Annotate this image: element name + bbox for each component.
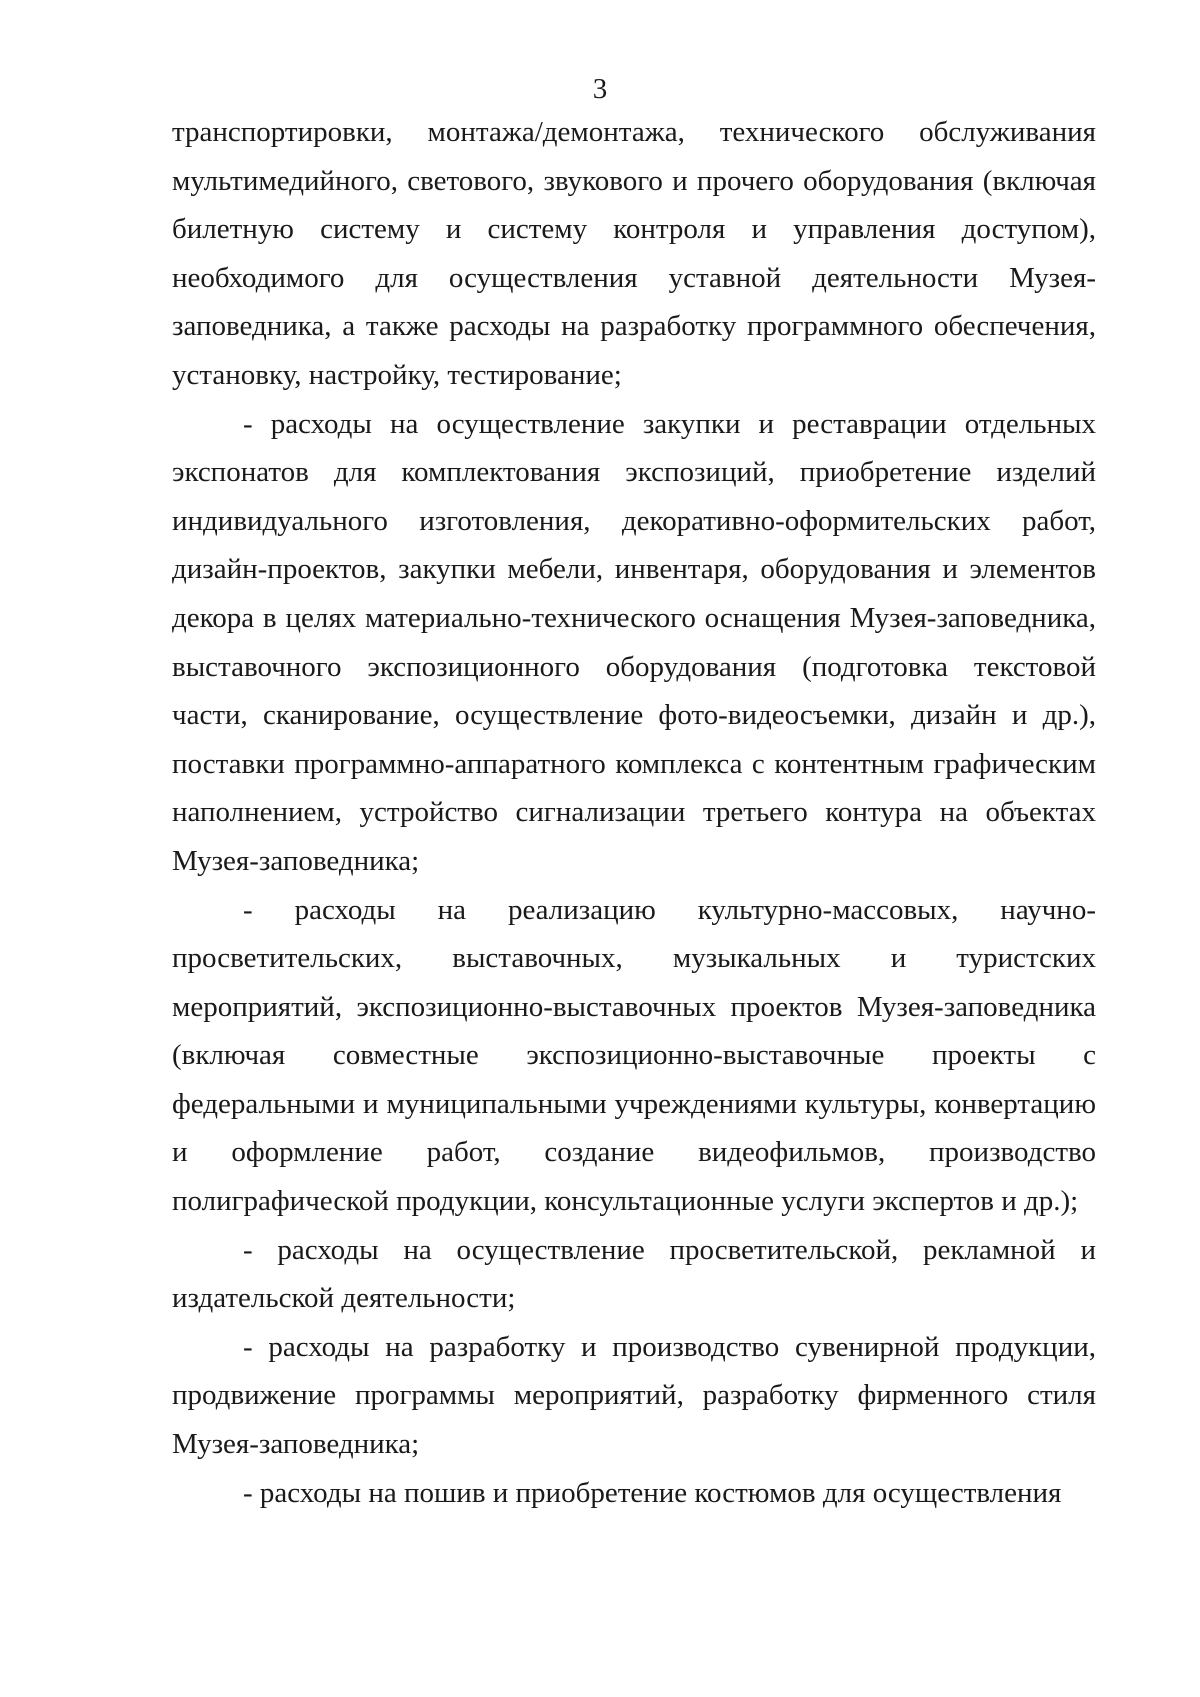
page-number: 3 (592, 73, 608, 105)
paragraph-continuation: транспортировки, монтажа/демонтажа, технического обслуживания мультимедийного, светового, звукового и прочего оборудования (включая билетную систему и систему контроля и управления доступом), необходимого для осуществления уставной деятельности Музея-заповедника, а также расходы на разработку программного обеспечения, установку, настройку, тестирование; (172, 116, 1096, 391)
paragraph-costume-expenses: - расходы на пошив и приобретение костюмов для осуществления (243, 1476, 1062, 1509)
paragraph-publishing-expenses: - расходы на осуществление просветительской, рекламной и издательской деятельности; (172, 1233, 1096, 1315)
paragraph-events-expenses: - расходы на реализацию культурно-массовых, научно-просветительских, выставочных, музыкальных и туристских мероприятий, экспозиционно-выставочных проектов Музея-заповедника (включая совместные экспозиционно-выставочные проекты с федеральными и муниципальными учреждениями культуры, конвертацию и оформление работ, создание видеофильмов, производство полиграфической продукции, консультационные услуги экспертов и др.); (172, 893, 1096, 1218)
paragraph-exhibits-expenses: - расходы на осуществление закупки и реставрации отдельных экспонатов для комплектования экспозиций, приобретение изделий индивидуального изготовления, декоративно-оформительских работ, дизайн-проектов, закупки мебели, инвентаря, оборудования и элементов декора в целях материально-технического оснащения Музея-заповедника, выставочного экспозиционного оборудования (подготовка текстовой части, сканирование, осуществление фото-видеосъемки, дизайн и др.), поставки программно-аппаратного комплекса с контентным графическим наполнением, устройство сигнализации третьего контура на объектах Музея-заповедника; (172, 407, 1096, 877)
paragraph-souvenir-expenses: - расходы на разработку и производство сувенирной продукции, продвижение программы мероприятий, разработку фирменного стиля Музея-заповедника; (172, 1330, 1096, 1461)
document-body (172, 108, 1096, 1517)
